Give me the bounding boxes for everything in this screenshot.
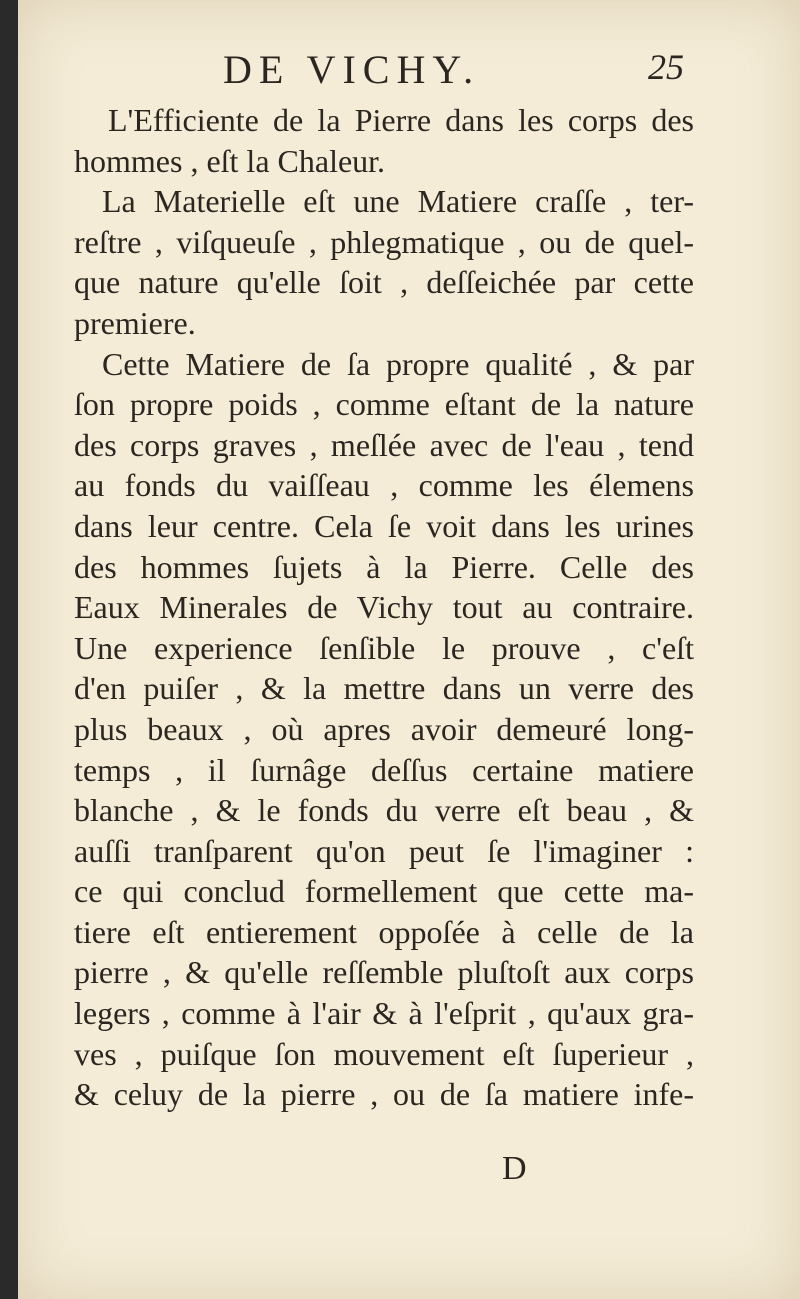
text-line: Cette Matiere de ſa propre qualité , & par xyxy=(102,345,694,382)
text-line: ſon propre poids , comme eſtant de la nature xyxy=(74,386,694,423)
text-line: reſtre , viſqueuſe , phlegmatique , ou de quel- xyxy=(74,223,694,260)
page-header xyxy=(108,46,708,96)
text-line: hommes , eſt la Chaleur. xyxy=(74,142,386,179)
text-line: premiere. xyxy=(74,304,196,341)
text-line: & celuy de la pierre , ou de ſa matiere infe- xyxy=(74,1076,694,1113)
text-line: tiere eſt entierement oppoſée à celle de la xyxy=(74,913,694,950)
text-line: L'Efficiente de la Pierre dans les corps des xyxy=(108,102,694,138)
text-line: temps , il ſurnâge deſſus certaine matiere xyxy=(74,751,694,788)
text-line: d'en puiſer , & la mettre dans un verre des xyxy=(74,670,694,707)
text-line: plus beaux , où apres avoir demeuré long- xyxy=(74,710,694,747)
text-line: dans leur centre. Cela ſe voit dans les urines xyxy=(74,507,694,544)
text-line: blanche , & le fonds du verre eſt beau , & xyxy=(74,792,694,829)
page-number: 25 xyxy=(648,47,684,87)
text-line: auſſi tranſparent qu'on peut ſe l'imaginer : xyxy=(74,832,694,869)
text-line: Une experience ſenſible le prouve , c'eſt xyxy=(74,629,694,666)
text-line: des hommes ſujets à la Pierre. Celle des xyxy=(74,548,694,585)
signature-mark: D xyxy=(502,1150,527,1187)
text-line: Eaux Minerales de Vichy tout au contraire. xyxy=(74,589,694,626)
text-line: La Materielle eſt une Matiere craſſe , ter- xyxy=(102,183,694,220)
text-line: ves , puiſque ſon mouvement eſt ſuperieur , xyxy=(74,1035,694,1072)
text-line: des corps graves , meſlée avec de l'eau , tend xyxy=(74,426,694,463)
text-line: pierre , & qu'elle reſſemble pluſtoſt aux corps xyxy=(74,954,694,991)
text-line: ce qui conclud formellement que cette ma- xyxy=(74,873,694,910)
body-text xyxy=(74,100,694,1115)
text-line: que nature qu'elle ſoit , deſſeichée par cette xyxy=(74,264,694,301)
text-line: au fonds du vaiſſeau , comme les élemens xyxy=(74,467,694,504)
running-head: DE VICHY. xyxy=(223,47,481,92)
text-line: legers , comme à l'air & à l'eſprit , qu'aux gra- xyxy=(74,995,694,1032)
